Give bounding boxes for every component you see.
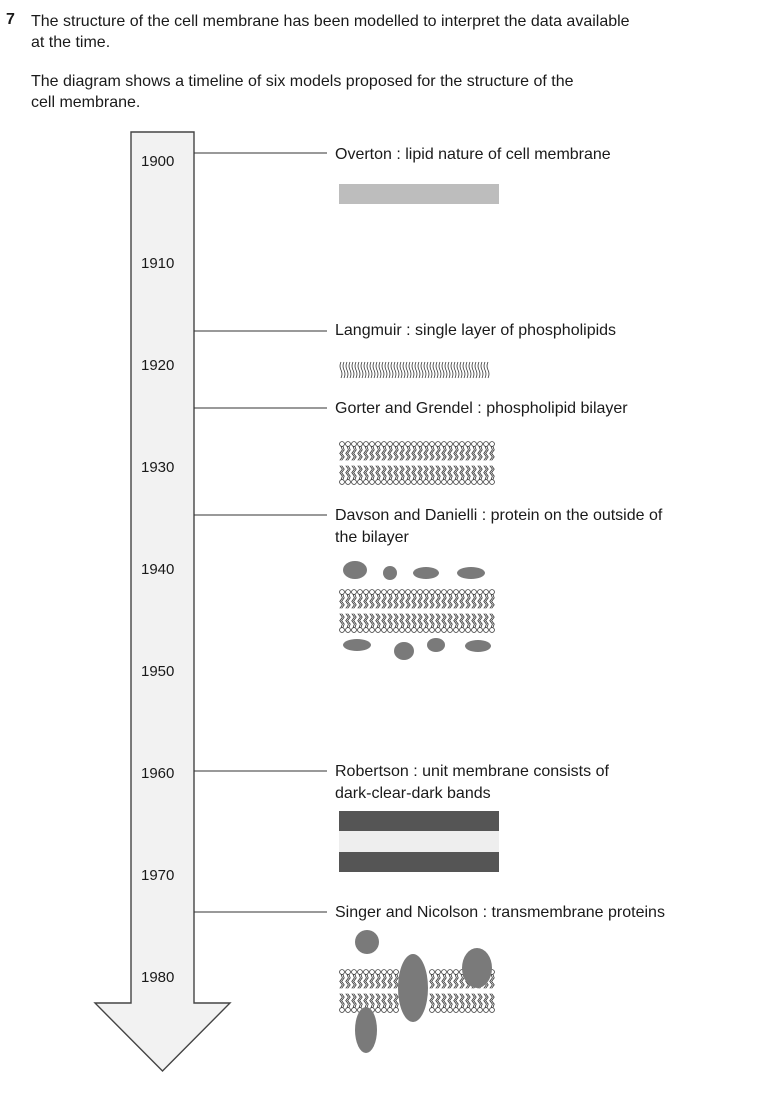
model-label-robertson [335,761,609,805]
phospholipid-tail [394,362,399,378]
phospholipid-head [472,628,477,633]
phospholipid-head [418,628,423,633]
phospholipid-head [436,442,441,447]
davson-outer-proteins [343,561,485,580]
phospholipid-head [340,590,345,595]
phospholipid-head [466,442,471,447]
phospholipid-head [442,1008,447,1013]
phospholipid-head [430,480,435,485]
phospholipid-head [358,480,363,485]
protein [413,567,439,579]
phospholipid-head [436,590,441,595]
phospholipid-head [382,480,387,485]
phospholipid-head [394,442,399,447]
model-label-gorter [335,398,628,420]
overton-lipid-bar [339,184,499,204]
phospholipid-head [448,480,453,485]
phospholipid-head [478,480,483,485]
phospholipid-head [370,590,375,595]
davson-inner-proteins [343,638,491,660]
phospholipid-head [424,442,429,447]
phospholipid-head [364,628,369,633]
langmuir-monolayer [340,362,489,378]
phospholipid-head [370,970,375,975]
phospholipid-head [454,480,459,485]
phospholipid-head [472,480,477,485]
phospholipid-head [442,590,447,595]
phospholipid-head [478,1008,483,1013]
phospholipid-head [412,628,417,633]
phospholipid-tail [442,362,447,378]
phospholipid-tail [376,362,381,378]
phospholipid-tail [454,362,459,378]
dark-band-top [339,811,499,831]
phospholipid-head [400,442,405,447]
phospholipid-head [340,480,345,485]
phospholipid-head [364,480,369,485]
phospholipid-head [490,480,495,485]
phospholipid-head [484,590,489,595]
phospholipid-head [346,442,351,447]
phospholipid-head [454,442,459,447]
phospholipid-head [352,628,357,633]
phospholipid-head [418,442,423,447]
phospholipid-head [448,590,453,595]
phospholipid-head [352,1008,357,1013]
phospholipid-head [472,1008,477,1013]
phospholipid-head [394,480,399,485]
phospholipid-head [418,590,423,595]
model-label-overton [335,144,611,166]
singer-fluid-mosaic [340,930,495,1053]
protein [343,639,371,651]
clear-band [339,831,499,852]
phospholipid-head [370,480,375,485]
phospholipid-head [406,590,411,595]
phospholipid-head [472,442,477,447]
phospholipid-head [460,628,465,633]
year-label: 1920 [141,357,175,374]
phospholipid-head [388,480,393,485]
phospholipid-tail [358,362,363,378]
phospholipid-head [352,480,357,485]
dark-band-bottom [339,852,499,872]
year-label: 1930 [141,459,175,476]
surface-protein [462,948,492,988]
transmembrane-protein [398,954,428,1022]
question-number: 7 [6,11,15,28]
phospholipid-head [460,1008,465,1013]
model-line: dark-clear-dark bands [335,785,491,802]
phospholipid-tail [484,362,489,378]
protein [383,566,397,580]
phospholipid-head [406,628,411,633]
phospholipid-head [400,590,405,595]
phospholipid-head [412,590,417,595]
phospholipid-tail [340,362,345,378]
phospholipid-head [454,1008,459,1013]
phospholipid-head [430,970,435,975]
phospholipid-head [454,590,459,595]
protein [427,638,445,652]
phospholipid-head [424,480,429,485]
phospholipid-head [460,590,465,595]
phospholipid-head [340,628,345,633]
phospholipid-tail [382,362,387,378]
phospholipid-head [388,628,393,633]
phospholipid-head [472,590,477,595]
phospholipid-tail [424,362,429,378]
phospholipid-head [358,590,363,595]
phospholipid-head [436,1008,441,1013]
phospholipid-tail [418,362,423,378]
phospholipid-head [412,480,417,485]
phospholipid-head [394,590,399,595]
phospholipid-head [460,480,465,485]
model-line: Davson and Danielli : protein on the outside of [335,507,663,524]
phospholipid-head [478,590,483,595]
phospholipid-tail [370,362,375,378]
inner-protein [355,1007,377,1053]
phospholipid-tail [460,362,465,378]
phospholipid-head [370,628,375,633]
protein [457,567,485,579]
phospholipid-head [340,970,345,975]
phospholipid-head [376,480,381,485]
phospholipid-head [478,628,483,633]
model-line: Overton : lipid nature of cell membrane [335,146,611,163]
phospholipid-head [430,590,435,595]
phospholipid-head [358,628,363,633]
phospholipid-tail [346,362,351,378]
phospholipid-head [466,590,471,595]
phospholipid-head [448,970,453,975]
phospholipid-head [442,628,447,633]
phospholipid-head [376,1008,381,1013]
phospholipid-head [442,442,447,447]
phospholipid-head [394,970,399,975]
year-label: 1980 [141,969,175,986]
phospholipid-tail [352,362,357,378]
model-line: Singer and Nicolson : transmembrane proteins [335,904,665,921]
phospholipid-head [478,442,483,447]
phospholipid-head [484,1008,489,1013]
phospholipid-tail [466,362,471,378]
protein [394,642,414,660]
robertson-unit-membrane [339,811,499,872]
phospholipid-head [376,590,381,595]
phospholipid-head [430,628,435,633]
phospholipid-head [394,1008,399,1013]
phospholipid-head [436,480,441,485]
protein [343,561,367,579]
timeline-arrow [95,132,230,1071]
phospholipid-head [424,628,429,633]
phospholipid-head [430,1008,435,1013]
phospholipid-head [364,442,369,447]
phospholipid-tail [388,362,393,378]
phospholipid-head [346,628,351,633]
phospholipid-head [442,970,447,975]
phospholipid-head [352,590,357,595]
phospholipid-head [382,442,387,447]
phospholipid-head [388,1008,393,1013]
gorter-bilayer [340,442,495,485]
intro-line-2: at the time. [31,34,111,51]
phospholipid-tail [430,362,435,378]
phospholipid-head [406,480,411,485]
phospholipid-head [448,628,453,633]
phospholipid-head [346,970,351,975]
phospholipid-head [430,442,435,447]
model-line: Robertson : unit membrane consists of [335,763,609,780]
phospholipid-head [460,442,465,447]
phospholipid-head [346,590,351,595]
phospholipid-head [400,480,405,485]
intro-line-1: The structure of the cell membrane has been modelled to interpret the data available [31,13,630,30]
phospholipid-head [382,970,387,975]
phospholipid-head [490,442,495,447]
phospholipid-head [352,442,357,447]
phospholipid-head [448,442,453,447]
phospholipid-head [418,480,423,485]
phospholipid-head [424,590,429,595]
phospholipid-head [340,442,345,447]
phospholipid-head [346,1008,351,1013]
phospholipid-head [358,442,363,447]
model-line: the bilayer [335,529,409,546]
phospholipid-head [376,628,381,633]
model-line: Gorter and Grendel : phospholipid bilayer [335,400,628,417]
protein [465,640,491,652]
phospholipid-head [490,590,495,595]
phospholipid-head [412,442,417,447]
phospholipid-head [352,970,357,975]
phospholipid-head [466,628,471,633]
phospholipid-head [364,970,369,975]
year-label: 1950 [141,663,175,680]
phospholipid-head [436,970,441,975]
phospholipid-tail [406,362,411,378]
phospholipid-tail [478,362,483,378]
phospholipid-head [382,590,387,595]
phospholipid-head [340,1008,345,1013]
phospholipid-tail [364,362,369,378]
stem-line-1: The diagram shows a timeline of six models proposed for the structure of the [31,73,574,90]
phospholipid-head [490,1008,495,1013]
phospholipid-head [388,442,393,447]
year-label: 1900 [141,153,175,170]
phospholipid-head [400,628,405,633]
model-line: Langmuir : single layer of phospholipids [335,322,617,339]
phospholipid-head [454,970,459,975]
phospholipid-head [442,480,447,485]
phospholipid-head [466,1008,471,1013]
phospholipid-head [376,442,381,447]
phospholipid-head [364,590,369,595]
peripheral-protein [355,930,379,954]
phospholipid-head [406,442,411,447]
year-label: 1910 [141,255,175,272]
phospholipid-head [346,480,351,485]
phospholipid-head [484,442,489,447]
phospholipid-tail [448,362,453,378]
phospholipid-head [394,628,399,633]
model-label-singer [335,902,665,924]
model-label-langmuir [335,320,616,342]
phospholipid-head [484,628,489,633]
phospholipid-tail [436,362,441,378]
phospholipid-tail [412,362,417,378]
phospholipid-head [466,480,471,485]
phospholipid-head [358,970,363,975]
phospholipid-head [370,442,375,447]
phospholipid-head [436,628,441,633]
model-label-davson [335,505,662,549]
year-label: 1940 [141,561,175,578]
phospholipid-head [490,628,495,633]
stem-line-2: cell membrane. [31,94,141,111]
phospholipid-tail [400,362,405,378]
connector-lines [194,153,327,912]
phospholipid-tail [472,362,477,378]
phospholipid-head [382,628,387,633]
phospholipid-head [454,628,459,633]
year-label: 1960 [141,765,175,782]
phospholipid-head [448,1008,453,1013]
phospholipid-head [388,590,393,595]
phospholipid-head [484,480,489,485]
phospholipid-head [382,1008,387,1013]
phospholipid-head [388,970,393,975]
phospholipid-head [376,970,381,975]
year-label: 1970 [141,867,175,884]
davson-model [340,561,495,660]
